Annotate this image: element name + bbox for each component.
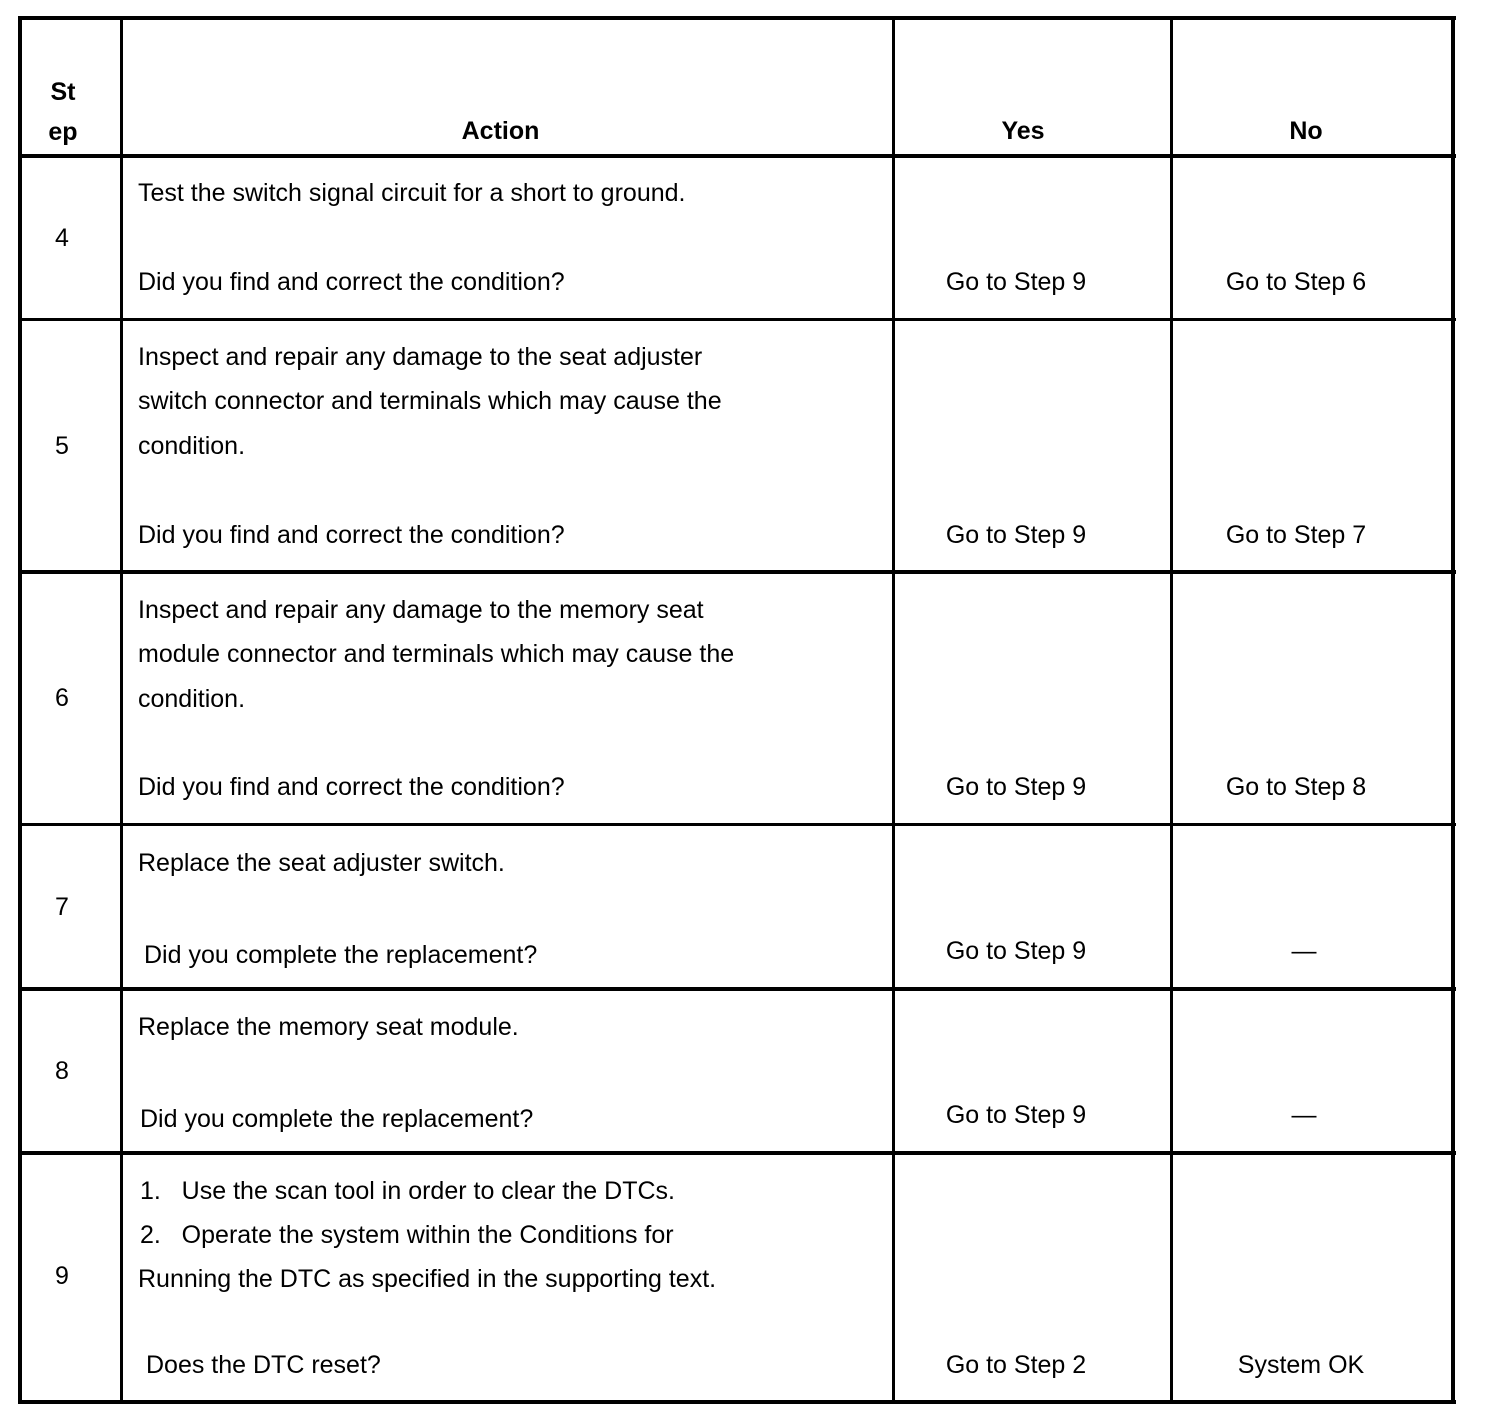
step-number: 8 <box>55 1057 69 1085</box>
yes-cell: Go to Step 9 <box>945 773 1087 801</box>
yes-cell: Go to Step 9 <box>945 1101 1087 1129</box>
column-divider <box>120 16 123 1404</box>
header-step <box>22 80 104 145</box>
action-text: 2. Operate the system within the Conditions for <box>140 1221 674 1249</box>
action-question: Does the DTC reset? <box>146 1351 381 1379</box>
column-divider <box>1170 16 1173 1404</box>
action-question: Did you find and correct the condition? <box>138 268 565 296</box>
action-question: Did you find and correct the condition? <box>138 773 565 801</box>
header-divider <box>18 154 1456 158</box>
no-cell: — <box>1291 1101 1317 1129</box>
yes-cell: Go to Step 9 <box>945 937 1087 965</box>
action-text: condition. <box>138 432 246 460</box>
no-cell: Go to Step 8 <box>1225 773 1367 801</box>
column-divider <box>892 16 895 1404</box>
no-cell: Go to Step 6 <box>1225 268 1367 296</box>
step-number: 4 <box>55 224 69 252</box>
action-text: Replace the memory seat module. <box>138 1013 519 1041</box>
row-divider <box>18 318 1456 321</box>
table-border-bottom <box>18 1400 1456 1404</box>
row-divider <box>18 570 1456 574</box>
header-no: No <box>1289 117 1323 145</box>
no-cell: Go to Step 7 <box>1225 521 1367 549</box>
yes-cell: Go to Step 9 <box>945 268 1087 296</box>
no-cell: — <box>1291 937 1317 965</box>
header-step-line1: St <box>50 78 76 106</box>
row-divider <box>18 823 1456 826</box>
step-number: 7 <box>55 893 69 921</box>
action-text: Running the DTC as specified in the supporting text. <box>138 1265 717 1293</box>
header-yes: Yes <box>1001 117 1045 145</box>
action-text: module connector and terminals which may cause the <box>138 640 735 668</box>
header-step-line2: ep <box>48 118 78 146</box>
action-question: Did you complete the replacement? <box>140 1105 534 1133</box>
table-border-right <box>1451 16 1455 1404</box>
action-question: Did you complete the replacement? <box>144 941 538 969</box>
no-cell: System OK <box>1237 1351 1365 1379</box>
action-text: condition. <box>138 685 246 713</box>
action-text: Inspect and repair any damage to the memory seat <box>138 596 704 624</box>
row-divider <box>18 987 1456 991</box>
step-number: 9 <box>55 1262 69 1290</box>
action-text: Replace the seat adjuster switch. <box>138 849 505 877</box>
action-text: Inspect and repair any damage to the seat adjuster <box>138 343 703 371</box>
action-text: switch connector and terminals which may cause the <box>138 387 722 415</box>
yes-cell: Go to Step 2 <box>945 1351 1087 1379</box>
yes-cell: Go to Step 9 <box>945 521 1087 549</box>
table-border-top <box>18 16 1456 20</box>
action-text: Test the switch signal circuit for a short to ground. <box>138 179 686 207</box>
step-number: 5 <box>55 432 69 460</box>
action-question: Did you find and correct the condition? <box>138 521 565 549</box>
action-text: 1. Use the scan tool in order to clear the DTCs. <box>140 1177 675 1205</box>
step-number: 6 <box>55 684 69 712</box>
header-action: Action <box>461 117 540 145</box>
row-divider <box>18 1151 1456 1155</box>
